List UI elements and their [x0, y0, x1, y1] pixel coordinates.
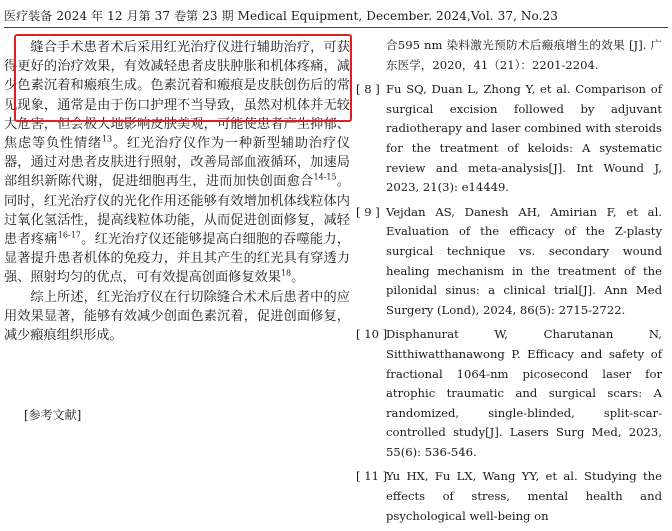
citation-marker[interactable]: 13: [101, 134, 113, 144]
reference-text: Yu HX, Fu LX, Wang YY, et al. Studying the effects of stress, mental health and psychological well-being on: [386, 469, 662, 523]
reference-item-8: [356, 80, 662, 198]
references-heading: [参考文献]: [24, 408, 82, 422]
body-text: 。红光治疗仪作为一种新型辅助治疗仪器，通过对患者皮肤进行照射，改善局部血液循环，加速局部组织新陈代谢，促进细胞再生，进而加快创面愈合: [4, 136, 351, 190]
citation-marker[interactable]: 16-17: [57, 230, 81, 240]
references-column: [356, 36, 662, 531]
reference-text: Disphanurat W, Charutanan N, Sitthiwatthanawong P. Efficacy and safety of fractional 1064-nm picosecond laser for atrophic traumatic and surgical scars: A randomized, single-blinded, split-scar-controlled study[J]. Lasers Surg Med, 2023, 55(6): 536-546.: [386, 327, 662, 459]
reference-number: [ 8 ]: [356, 82, 380, 97]
citation-marker[interactable]: 18: [280, 269, 292, 279]
body-text: 。: [291, 270, 305, 286]
reference-number: [ 10 ]: [356, 327, 388, 342]
body-text: 。同时，红光治疗仪的光化作用还能够有效增加机体线粒体内过氧化氢活性，提高线粒体功能，从而促进创面修复，减轻患者疼痛: [4, 174, 351, 248]
reference-item-9: [356, 203, 662, 321]
reference-text: Vejdan AS, Danesh AH, Amirian F, et al. Evaluation of the efficacy of the Z-plasty surgical technique vs. secondary wound healing mechanism in the treatment of the pilonidal sinus: a clinical trial[J]. Ann Med Surgery (Lond), 2024, 86(5): 2715-2722.: [386, 204, 662, 317]
reference-number: [ 9 ]: [356, 204, 380, 219]
body-paragraph-2: 综上所述，红光治疗仪在行切除缝合术术后患者中的应用效果显著，能够有效减少创面色素沉着，促进创面修复，减少瘢痕组织形成。: [4, 289, 350, 344]
reference-item-7-continued: 合595 nm 染料激光预防术后瘢痕增生的效果 [J]. 广东医学，2020，41（21）：2201-2204.: [386, 38, 662, 72]
body-text: 缝合手术患者术后采用红光治疗仪进行辅助治疗，可获得更好的治疗效果，有效减轻患者皮肤肿胀和机体疼痛，减少色素沉着和瘢痕生成。色素沉着和瘢痕是皮肤创伤后的常见现象，通常是由于伤口护理不当导致，虽然对机体并无较大危害，但会极大地影响皮肤美观，可能使患者产生抑郁、焦虑等负性情绪: [4, 40, 350, 152]
reference-text: Fu SQ, Duan L, Zhong Y, et al. Comparison of surgical excision followed by adjuvant radiotherapy and laser combined with steroids for the treatment of keloids: A systematic review and meta-analysis[J]. Int Wound J, 2023, 21(3): e14449.: [386, 82, 662, 195]
citation-marker[interactable]: 14-15: [313, 173, 337, 183]
body-text: 。红光治疗仪还能够提高白细胞的吞噬能力，显著提升患者机体的免疫力，并且其产生的红光具有穿透力强、照射均匀的优点，可有效提高创面修复效果: [4, 232, 351, 286]
running-header: 医疗装备 2024 年 12 月第 37 卷第 23 期 Medical Equipment, December. 2024,Vol. 37, No.23: [4, 5, 668, 28]
highlight-box: [14, 34, 352, 122]
reference-number: [ 11 ]: [356, 469, 388, 484]
reference-item-11: [356, 467, 662, 526]
reference-item-10: [356, 325, 662, 462]
